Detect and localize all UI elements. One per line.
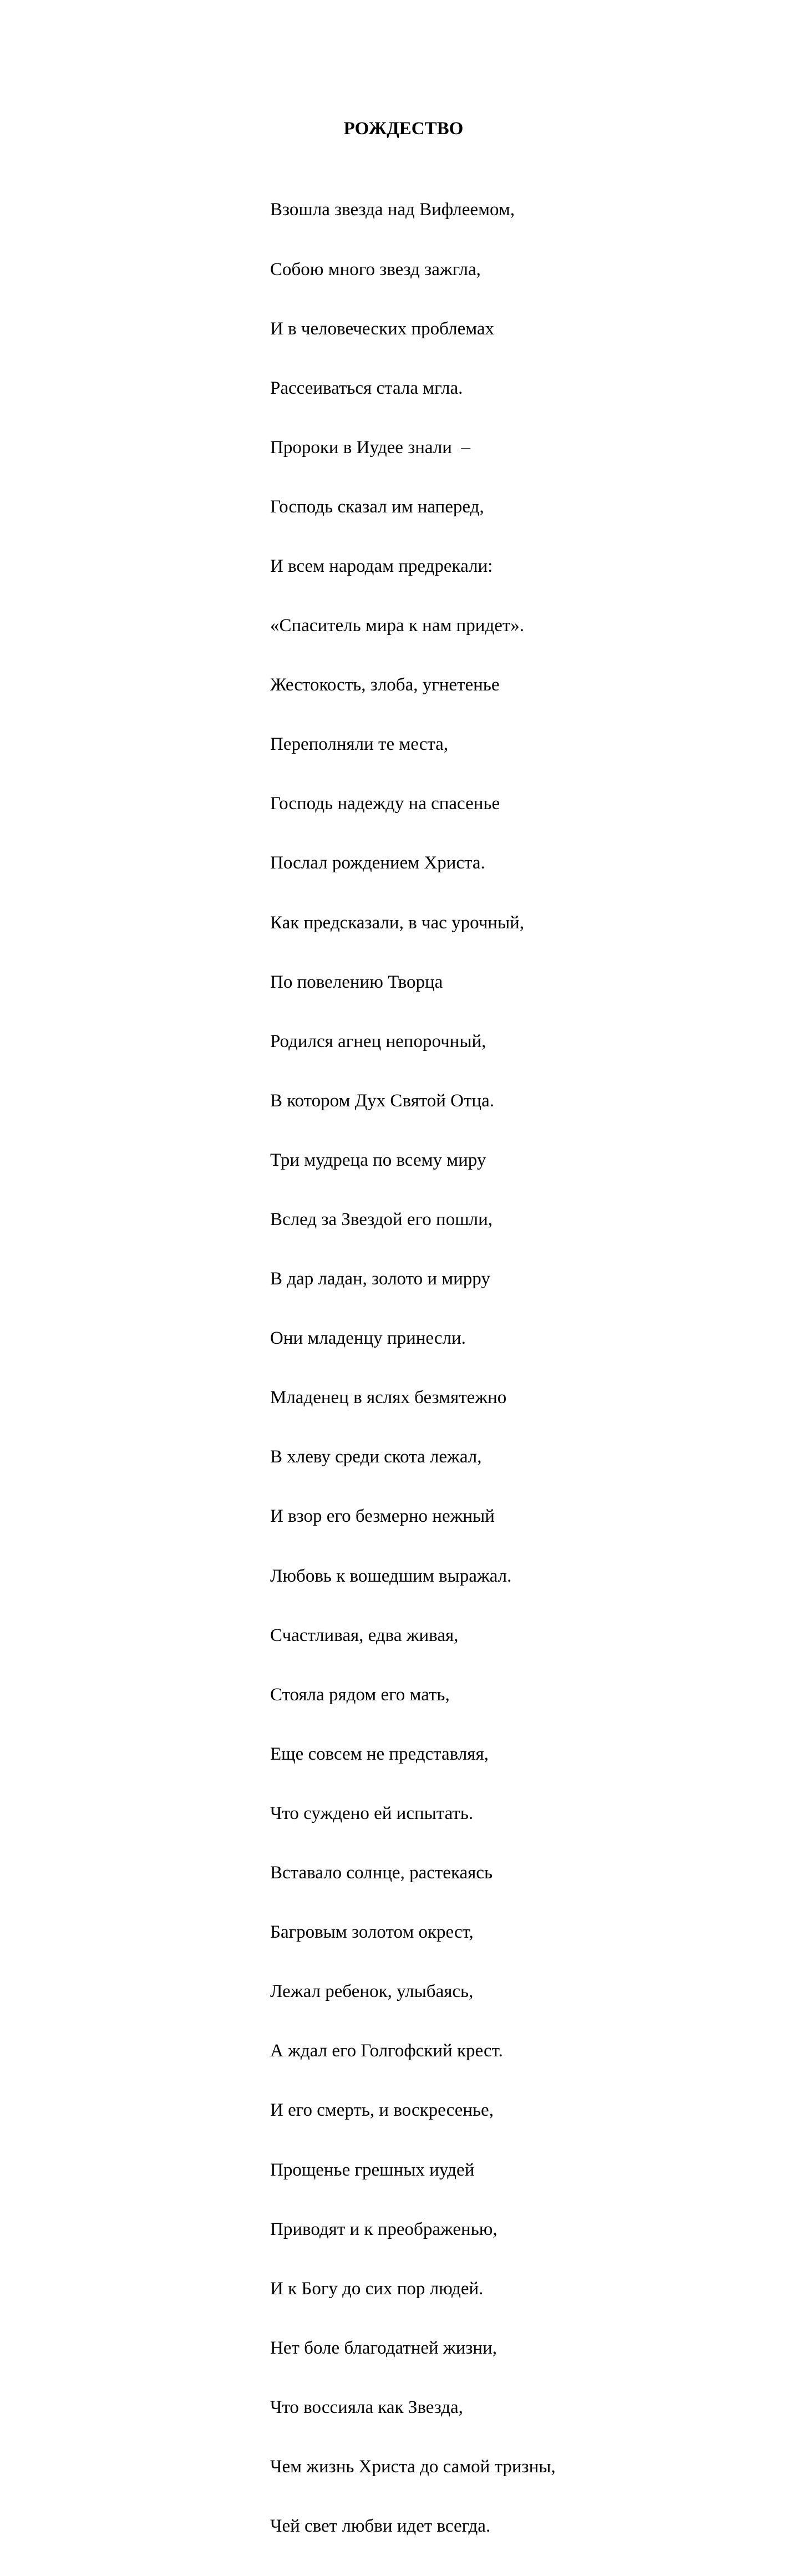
poem-line: Как предсказали, в час урочный, <box>270 912 525 933</box>
poem-line: Приводят и к преображенью, <box>270 2219 498 2239</box>
poem-line: Младенец в яслях безмятежно <box>270 1388 507 1408</box>
poem-line: И в человеческих проблемах <box>270 318 495 339</box>
poem-line: Родился агнец непорочный, <box>270 1031 486 1051</box>
poem-line: Собою много звезд зажгла, <box>270 259 481 280</box>
poem-line: Нет боле благодатней жизни, <box>270 2338 498 2358</box>
poem-line: Любовь к вошедшим выражал. <box>270 1566 512 1586</box>
poem-line: Пророки в Иудее знали – <box>270 437 470 458</box>
poem-line: Чем жизнь Христа до самой тризны, <box>270 2456 556 2477</box>
poem-line: В дар ладан, золото и мирру <box>270 1269 490 1289</box>
poem-line: Багровым золотом окрест, <box>270 1922 474 1943</box>
poem-line: В котором Дух Святой Отца. <box>270 1090 494 1111</box>
poem-line: Прощенье грешных иудей <box>270 2160 475 2180</box>
poem-line: В хлеву среди скота лежал, <box>270 1447 482 1467</box>
poem-line: По повелению Творца <box>270 972 443 992</box>
poem-line: Вставало солнце, растекаясь <box>270 1863 493 1883</box>
poem-line: Господь сказал им наперед, <box>270 496 484 517</box>
poem-line: Еще совсем не представляя, <box>270 1744 489 1764</box>
poem-line: Они младенцу принесли. <box>270 1328 466 1349</box>
poem-line: Послал рождением Христа. <box>270 853 485 873</box>
poem-line: Счастливая, едва живая, <box>270 1625 459 1645</box>
poem-line: И всем народам предрекали: <box>270 556 493 576</box>
poem-line: И к Богу до сих пор людей. <box>270 2278 484 2299</box>
poem-line: Что воссияла как Звезда, <box>270 2397 463 2417</box>
poem-line: И его смерть, и воскресенье, <box>270 2100 494 2121</box>
poem-line: Господь надежду на спасенье <box>270 794 500 814</box>
poem-line: Переполняли те места, <box>270 734 449 755</box>
poem-body <box>270 161 556 2576</box>
poem-line: А ждал его Голгофский крест. <box>270 2041 503 2061</box>
poem-line: Что суждено ей испытать. <box>270 1803 474 1823</box>
poem-line: Жестокость, злоба, угнетенье <box>270 675 500 695</box>
poem-line: «Спаситель мира к нам придет». <box>270 616 525 636</box>
poem-line: Лежал ребенок, улыбаясь, <box>270 1981 474 2002</box>
poem-line: Рассеиваться стала мгла. <box>270 378 463 398</box>
poem-line: Стояла рядом его мать, <box>270 1684 450 1705</box>
poem-line: Чей свет любви идет всегда. <box>270 2516 491 2537</box>
poem-line: Взошла звезда над Вифлеемом, <box>270 200 515 220</box>
poem-line: Вслед за Звездой его пошли, <box>270 1210 493 1229</box>
poem-title: РОЖДЕСТВО <box>343 119 464 139</box>
poem-line: Три мудреца по всему миру <box>270 1150 486 1170</box>
poem-line: И взор его безмерно нежный <box>270 1506 495 1527</box>
